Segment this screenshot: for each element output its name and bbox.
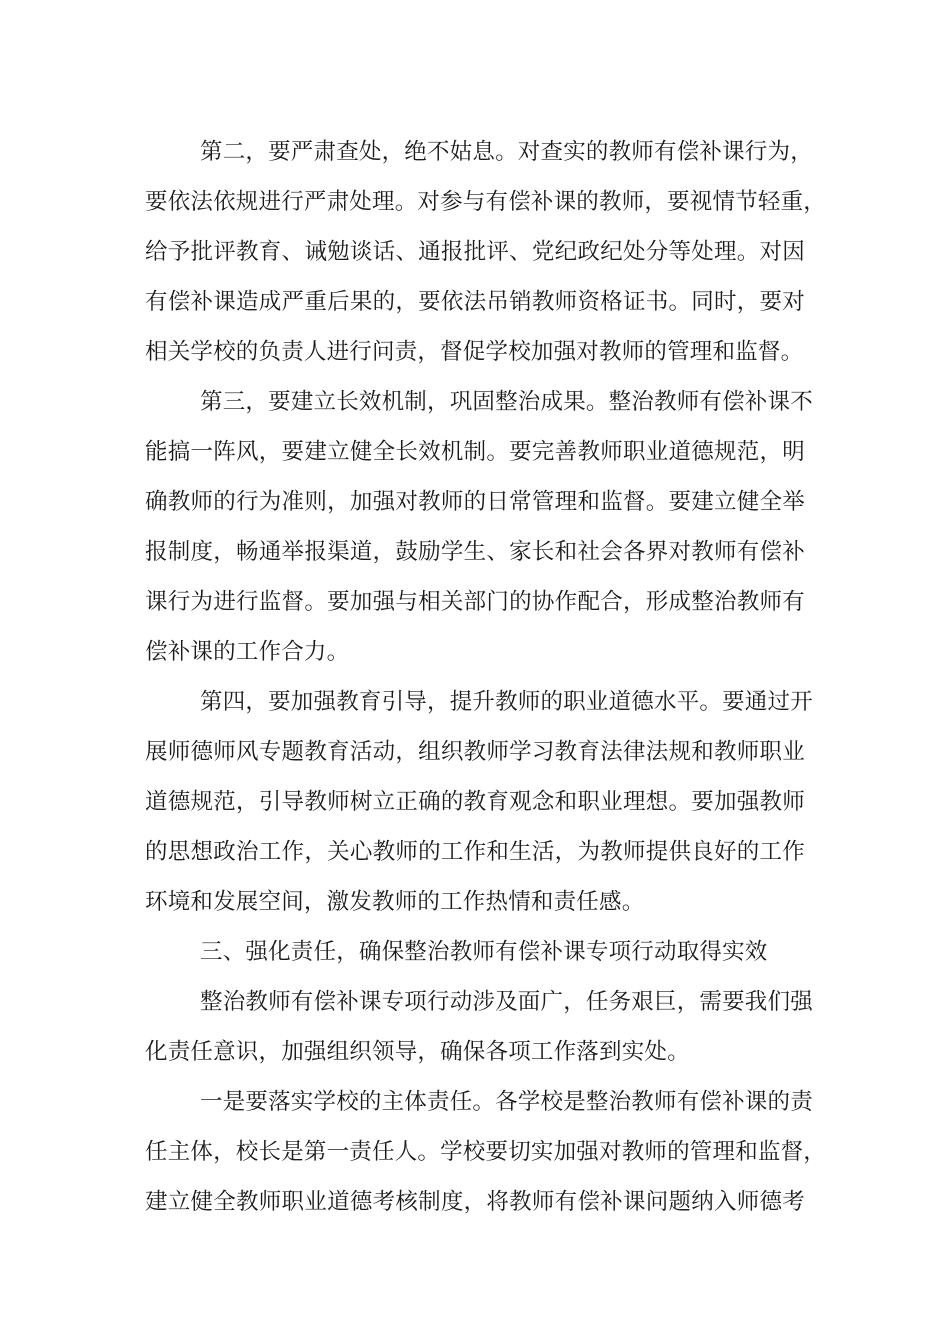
- paragraph-line: 的思想政治工作，关心教师的工作和生活，为教师提供良好的工作: [145, 839, 805, 865]
- paragraph-line: 一是要落实学校的主体责任。各学校是整治教师有偿补课的责: [200, 1089, 813, 1115]
- paragraph-line: 任主体，校长是第一责任人。学校要切实加强对教师的管理和监督，: [145, 1139, 827, 1165]
- paragraph-line: 第三，要建立长效机制，巩固整治成果。整治教师有偿补课不: [200, 389, 813, 415]
- paragraph-line: 建立健全教师职业道德考核制度，将教师有偿补课问题纳入师德考: [145, 1189, 805, 1215]
- paragraph-line: 能搞一阵风，要建立健全长效机制。要完善教师职业道德规范，明: [145, 439, 805, 465]
- paragraph-line: 给予批评教育、诫勉谈话、通报批评、党纪政纪处分等处理。对因: [145, 239, 805, 265]
- paragraph-line: 整治教师有偿补课专项行动涉及面广，任务艰巨，需要我们强: [200, 989, 813, 1015]
- paragraph-line: 展师德师风专题教育活动，组织教师学习教育法律法规和教师职业: [145, 739, 805, 765]
- paragraph-line: 环境和发展空间，激发教师的工作热情和责任感。: [145, 889, 645, 915]
- paragraph-line: 化责任意识，加强组织领导，确保各项工作落到实处。: [145, 1039, 690, 1065]
- section-heading: 三、强化责任，确保整治教师有偿补课专项行动取得实效: [200, 939, 768, 965]
- paragraph-line: 偿补课的工作合力。: [145, 639, 350, 665]
- paragraph-line: 要依法依规进行严肃处理。对参与有偿补课的教师，要视情节轻重，: [145, 189, 827, 215]
- paragraph-line: 有偿补课造成严重后果的，要依法吊销教师资格证书。同时，要对: [145, 289, 805, 315]
- paragraph-line: 相关学校的负责人进行问责，督促学校加强对教师的管理和监督。: [145, 339, 804, 365]
- paragraph-line: 道德规范，引导教师树立正确的教育观念和职业理想。要加强教师: [145, 789, 805, 815]
- paragraph-line: 课行为进行监督。要加强与相关部门的协作配合，形成整治教师有: [145, 589, 805, 615]
- paragraph-line: 报制度，畅通举报渠道，鼓励学生、家长和社会各界对教师有偿补: [145, 539, 805, 565]
- paragraph-line: 第二，要严肃查处，绝不姑息。对查实的教师有偿补课行为，: [200, 139, 813, 165]
- paragraph-line: 确教师的行为准则，加强对教师的日常管理和监督。要建立健全举: [145, 489, 805, 515]
- paragraph-line: 第四，要加强教育引导，提升教师的职业道德水平。要通过开: [200, 689, 813, 715]
